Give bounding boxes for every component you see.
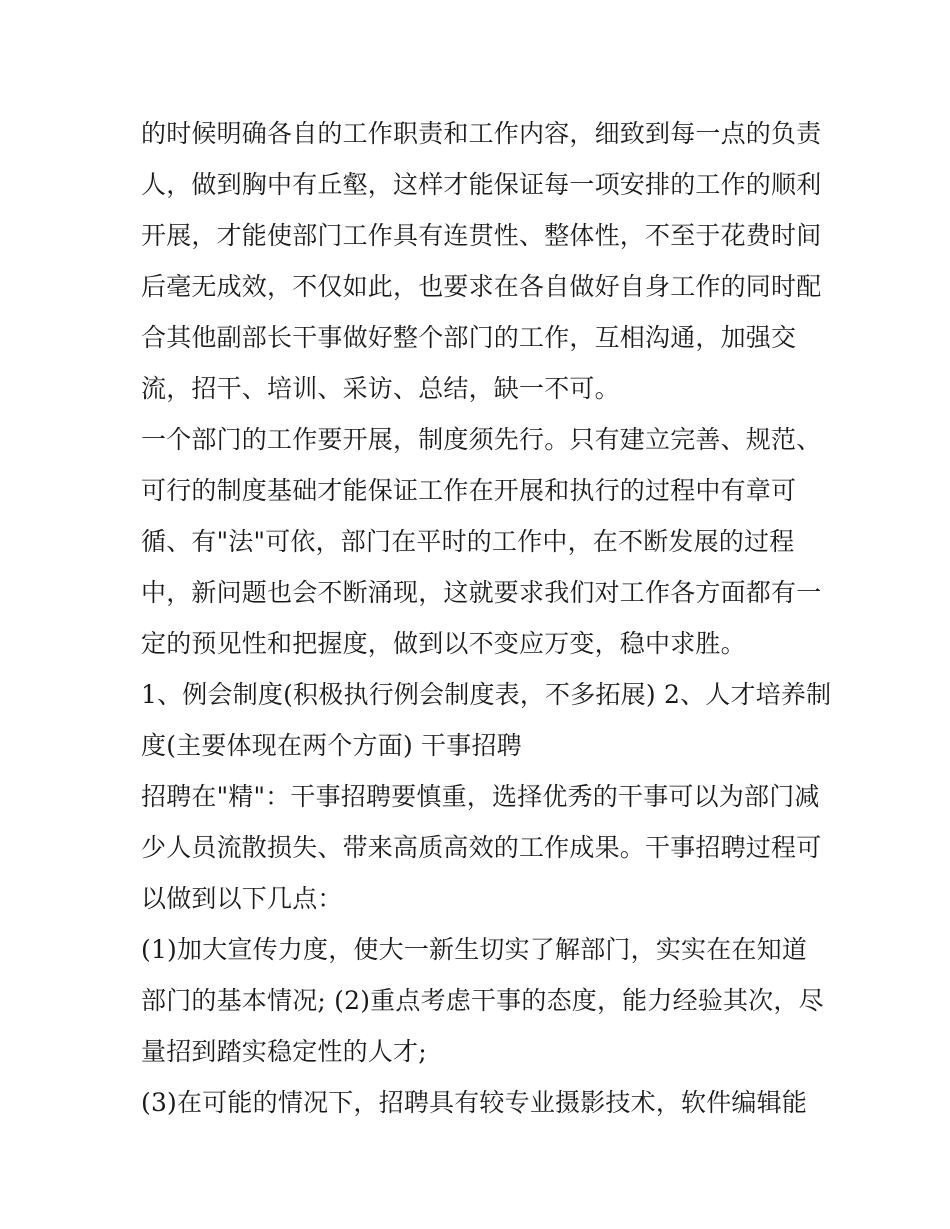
text-line: 流，招干、培训、采访、总结，缺一不可。 <box>141 374 620 403</box>
text-line: 度(主要体现在两个方面) 干事招聘 <box>141 731 522 760</box>
text-line: 后毫无成效，不仅如此，也要求在各自做好自身工作的同时配 <box>141 272 822 301</box>
text-line: 可行的制度基础才能保证工作在开展和执行的过程中有章可 <box>141 476 797 505</box>
text-line: (1)加大宣传力度，使大一新生切实了解部门，实实在在知道 <box>141 935 808 964</box>
text-line: 量招到踏实稳定性的人才; <box>141 1037 427 1066</box>
text-line: (3)在可能的情况下，招聘具有较专业摄影技术，软件编辑能 <box>141 1088 808 1117</box>
text-line: 循、有"法"可依，部门在平时的工作中，在不断发展的过程 <box>141 527 795 556</box>
text-line: 少人员流散损失、带来高质高效的工作成果。干事招聘过程可 <box>141 833 822 862</box>
text-line: 定的预见性和把握度，做到以不变应万变，稳中求胜。 <box>141 629 746 658</box>
text-line: 人，做到胸中有丘壑，这样才能保证每一项安排的工作的顺利 <box>141 170 822 199</box>
text-line: 中，新问题也会不断涌现，这就要求我们对工作各方面都有一 <box>141 578 822 607</box>
text-line: 招聘在"精"：干事招聘要慎重，选择优秀的干事可以为部门减 <box>141 782 820 811</box>
document-body <box>141 108 832 1128</box>
text-line: 以做到以下几点： <box>141 884 343 913</box>
text-line: 1、例会制度(积极执行例会制度表，不多拓展) 2、人才培养制 <box>141 680 832 709</box>
text-line: 开展，才能使部门工作具有连贯性、整体性，不至于花费时间 <box>141 221 822 250</box>
text-line: 部门的基本情况; (2)重点考虑干事的态度，能力经验其次，尽 <box>141 986 824 1015</box>
text-line: 合其他副部长干事做好整个部门的工作，互相沟通，加强交 <box>141 323 797 352</box>
text-line: 的时候明确各自的工作职责和工作内容，细致到每一点的负责 <box>141 119 822 148</box>
text-line: 一个部门的工作要开展，制度须先行。只有建立完善、规范、 <box>141 425 822 454</box>
